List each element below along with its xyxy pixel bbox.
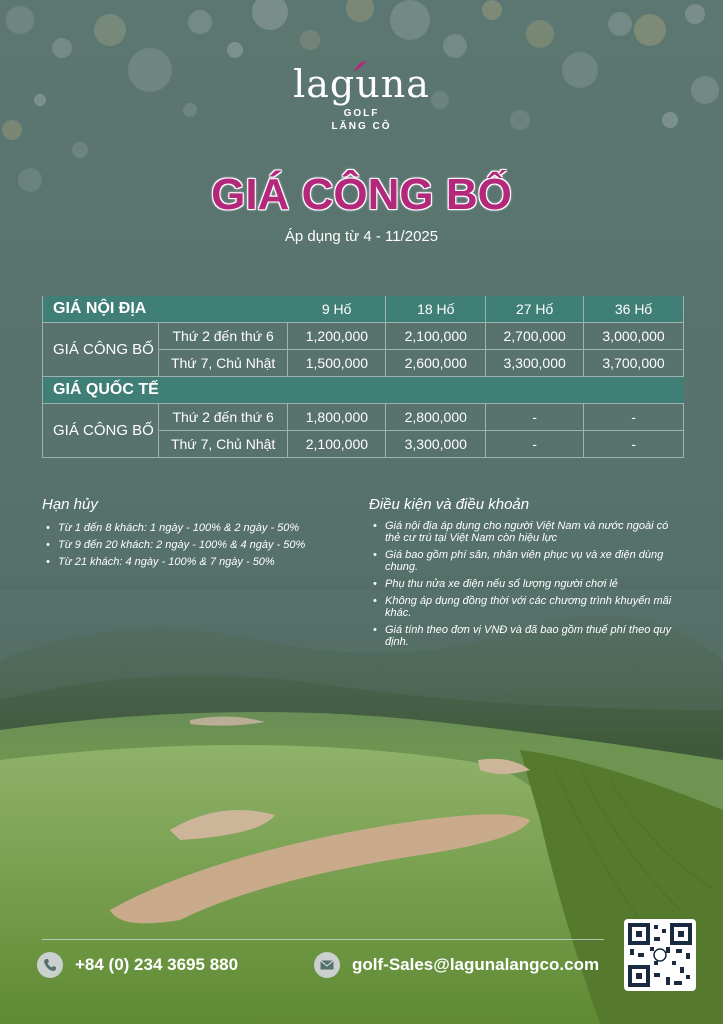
table-row [43, 323, 684, 350]
list-item: • Từ 21 khách: 4 ngày - 100% & 7 ngày - 50% [42, 556, 342, 568]
price-cell: - [584, 404, 684, 431]
price-cell: 3,700,000 [584, 350, 684, 377]
row-label: Thứ 7, Chủ Nhật [158, 431, 288, 458]
email-address[interactable]: golf-Sales@lagunalangco.com [352, 955, 600, 974]
table-row [43, 404, 684, 431]
list-item: • Không áp dụng đồng thời với các chương trình khuyến mãi khác. [369, 595, 679, 619]
international-section-title: GIÁ QUỐC TẾ [43, 377, 684, 404]
cancellation-title: Hạn hủy [42, 496, 98, 513]
list-item: • Từ 9 đến 20 khách: 2 ngày - 100% & 4 ngày - 50% [42, 539, 342, 551]
price-cell: 1,800,000 [288, 404, 386, 431]
domestic-header-row [43, 296, 684, 323]
phone-number[interactable]: +84 (0) 234 3695 880 [75, 955, 239, 974]
page-subtitle: Áp dụng từ 4 - 11/2025 [284, 228, 439, 245]
international-header-row [43, 377, 684, 404]
phone-contact[interactable] [37, 952, 238, 978]
price-cell: 2,700,000 [486, 323, 584, 350]
terms-title: Điều kiện và điều khoản [369, 496, 530, 513]
mail-icon [314, 952, 340, 978]
price-cell: 1,200,000 [288, 323, 386, 350]
logo-leaf-icon [352, 60, 368, 74]
price-cell: 3,300,000 [486, 350, 584, 377]
brand-logo: laguna [293, 62, 430, 106]
qr-code[interactable] [624, 919, 696, 991]
price-cell: 1,500,000 [288, 350, 386, 377]
list-item: • Phụ thu nửa xe điện nếu số lượng người chơi lẻ [369, 578, 679, 590]
price-cell: 2,800,000 [386, 404, 486, 431]
price-cell: 2,600,000 [386, 350, 486, 377]
list-item: • Từ 1 đến 8 khách: 1 ngày - 100% & 2 ngày - 50% [42, 522, 342, 534]
email-contact[interactable] [314, 952, 599, 978]
price-cell: 3,300,000 [386, 431, 486, 458]
list-item: • Giá nội địa áp dụng cho người Việt Nam và nước ngoài có thẻ cư trú tại Việt Nam còn hiệu lực [369, 520, 679, 544]
column-header: 18 Hố [386, 296, 486, 323]
brand-line-golf: GOLF [343, 108, 380, 119]
terms-list [369, 520, 679, 653]
row-label: Thứ 7, Chủ Nhật [158, 350, 288, 377]
phone-icon [37, 952, 63, 978]
price-table [42, 296, 684, 458]
list-item: • Giá bao gồm phí sân, nhân viên phục vụ và xe điện dùng chung. [369, 549, 679, 573]
list-item: • Giá tính theo đơn vị VNĐ và đã bao gồm thuế phí theo quy định. [369, 624, 679, 648]
group-label: GIÁ CÔNG BỐ [43, 323, 159, 377]
domestic-section-title: GIÁ NỘI ĐỊA [43, 296, 288, 323]
cancellation-list [42, 522, 342, 573]
price-cell: 2,100,000 [288, 431, 386, 458]
group-label: GIÁ CÔNG BỐ [43, 404, 159, 458]
price-cell: - [584, 431, 684, 458]
page-title: GIÁ CÔNG BỐ [211, 170, 512, 219]
price-cell: - [486, 404, 584, 431]
price-cell: - [486, 431, 584, 458]
footer-divider [42, 939, 604, 940]
column-header: 36 Hố [584, 296, 684, 323]
price-cell: 3,000,000 [584, 323, 684, 350]
column-header: 9 Hố [288, 296, 386, 323]
row-label: Thứ 2 đến thứ 6 [158, 323, 288, 350]
row-label: Thứ 2 đến thứ 6 [158, 404, 288, 431]
price-cell: 2,100,000 [386, 323, 486, 350]
column-header: 27 Hố [486, 296, 584, 323]
brand-line-location: LĂNG CÔ [331, 121, 392, 132]
